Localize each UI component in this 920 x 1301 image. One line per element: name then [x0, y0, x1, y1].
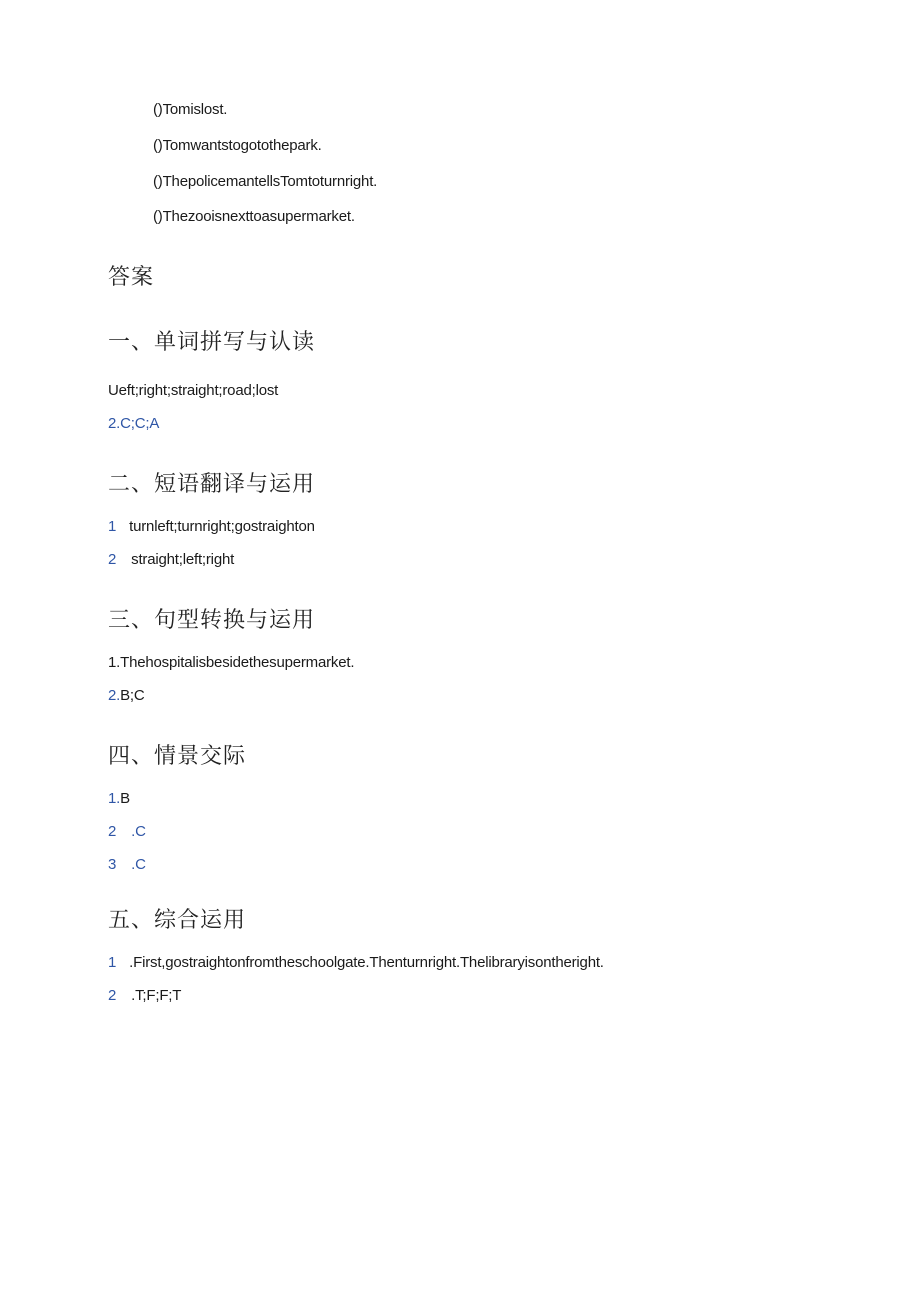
- section-heading-5: 五、综合运用: [108, 908, 247, 933]
- section-4-item-2: [108, 824, 146, 839]
- section-heading-4: 四、情景交际: [108, 744, 247, 769]
- section-4-item-1: [108, 791, 130, 806]
- section-1-item-1: [108, 383, 278, 398]
- item-number: 2: [108, 551, 117, 568]
- item-number: 3: [108, 856, 117, 873]
- item-number: 1.: [108, 790, 121, 807]
- section-4-item-3: [108, 857, 146, 872]
- item-text: C;C;A: [120, 415, 160, 432]
- item-text: B;C: [120, 687, 145, 704]
- section-3-item-2: [108, 688, 145, 703]
- item-number: 1.: [108, 654, 121, 671]
- item-number: 2.: [108, 687, 121, 704]
- section-heading-2: 二、短语翻译与运用: [108, 472, 316, 497]
- item-number: 2.: [108, 415, 121, 432]
- answer-title: 答案: [108, 265, 155, 290]
- item-text: .C: [131, 856, 146, 873]
- section-1-item-2: [108, 416, 159, 431]
- item-number: 2: [108, 823, 117, 840]
- section-2-item-1: [108, 519, 315, 534]
- item-text: turnleft;turnright;gostraighton: [129, 518, 315, 535]
- item-text: straight;left;right: [131, 551, 235, 568]
- section-5-item-1: [108, 955, 604, 970]
- section-3-item-1: [108, 655, 354, 670]
- item-text: Thehospitalisbesidethesupermarket.: [120, 654, 355, 671]
- section-heading-1: 一、单词拼写与认读: [108, 330, 316, 355]
- item-text: B: [120, 790, 130, 807]
- item-number: 2: [108, 987, 117, 1004]
- item-number: 1: [108, 518, 117, 535]
- item-number: 1: [108, 954, 117, 971]
- item-text: .T;F;F;T: [131, 987, 182, 1004]
- question-3: ()ThepolicemantellsTomtoturnright.: [153, 173, 378, 190]
- section-5-item-2: [108, 988, 181, 1003]
- item-text: Ueft;right;straight;road;lost: [108, 382, 279, 399]
- question-2: ()Tomwantstogotothepark.: [153, 137, 322, 154]
- item-text: .C: [131, 823, 146, 840]
- section-2-item-2: [108, 552, 234, 567]
- section-heading-3: 三、句型转换与运用: [108, 608, 316, 633]
- item-text: .First,gostraightonfromtheschoolgate.Thenturnright.Thelibraryisontheright.: [129, 954, 604, 971]
- question-4: ()Thezooisnexttoasupermarket.: [153, 208, 355, 225]
- question-1: ()Tomislost.: [153, 101, 228, 118]
